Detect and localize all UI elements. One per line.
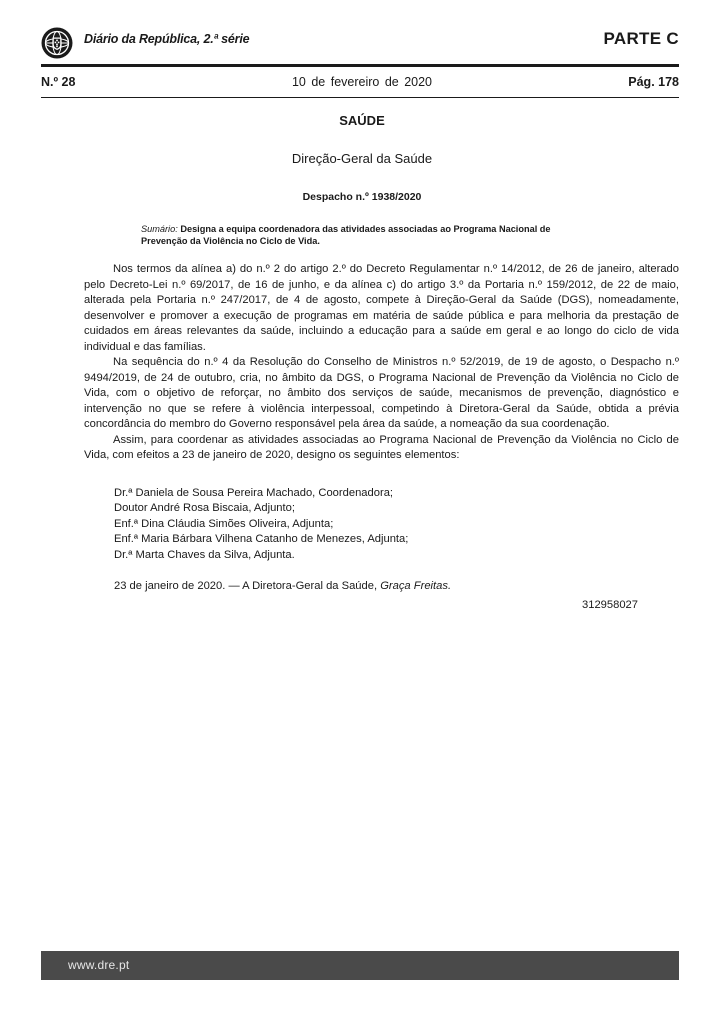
body-text	[84, 262, 679, 464]
paragraph: Nos termos da alínea a) do n.º 2 do artigo 2.º do Decreto Regulamentar n.º 14/2012, de 26 de janeiro, alterado pelo Decreto-Lei n.º 69/2017, de 16 de junho, e da alínea c) do artigo 3.º da Portaria n.º 159/2012, de 22 de maio, alterada pela Portaria n.º 247/2017, de 4 de agosto, compete à Direção-Geral da Saúde (DGS), nomeadamente, desenvolver e promover a execução de programas em matéria de saúde pública e para melhoria da prestação de cuidados em áreas relevantes da saúde, incluindo a educação para a saúde em geral e ao longo do ciclo de vida individual e das famílias.	[84, 263, 679, 353]
reference-number: 312958027	[582, 599, 638, 611]
part-label: PARTE C	[603, 29, 679, 48]
member-item: Doutor André Rosa Biscaia, Adjunto;	[114, 502, 295, 515]
subheader-rule	[41, 97, 679, 98]
members-list	[114, 486, 408, 563]
header-rule	[41, 64, 679, 67]
summary-label: Sumário:	[141, 224, 178, 234]
directorate-heading: Direção-Geral da Saúde	[291, 151, 433, 166]
paragraph: Na sequência do n.º 4 da Resolução do Conselho de Ministros n.º 52/2019, de 19 de agosto, o Despacho n.º 9494/2019, de 24 de outubro, cria, no âmbito da DGS, o Programa Nacional de Prevenção da Violência no Ciclo de Vida, com o objetivo de reforçar, no âmbito dos serviços de saúde, mecanismos de prevenção, diagnóstico e intervenção no que se refere à violência interpessoal, competindo à Diretora-Geral da Saúde, obtida a prévia concordância do membro do Governo responsável pela área da saúde, a nomeação da sua coordenação.	[84, 356, 679, 430]
footer-bar	[41, 951, 679, 980]
closing-text: 23 de janeiro de 2020. — A Diretora-Geral da Saúde,	[114, 580, 381, 592]
member-item: Dr.ª Daniela de Sousa Pereira Machado, Coordenadora;	[114, 487, 394, 499]
closing-line	[114, 580, 451, 592]
dispatch-title: Despacho n.º 1938/2020	[302, 191, 422, 203]
footer-url-link[interactable]: www.dre.pt	[68, 958, 130, 972]
member-item: Dr.ª Marta Chaves da Silva, Adjunta.	[114, 548, 295, 561]
page-number: Pág. 178	[628, 75, 679, 89]
issue-date: 10 de fevereiro de 2020	[291, 75, 433, 89]
summary-text: Designa a equipa coordenadora das atividades associadas ao Programa Nacional de Prevenção da Violência no Ciclo de Vida.	[141, 224, 551, 246]
summary	[141, 224, 581, 247]
signatory-name: Graça Freitas.	[380, 580, 452, 592]
journal-title: Diário da República, 2.ª série	[84, 32, 250, 46]
member-item: Enf.ª Maria Bárbara Vilhena Catanho de Menezes, Adjunta;	[114, 533, 409, 546]
republic-armillary-emblem-icon	[41, 27, 73, 59]
ministry-heading: SAÚDE	[339, 113, 385, 128]
member-item: Enf.ª Dina Cláudia Simões Oliveira, Adjunta;	[114, 517, 334, 530]
paragraph: Assim, para coordenar as atividades associadas ao Programa Nacional de Prevenção da Violência no Ciclo de Vida, com efeitos a 23 de janeiro de 2020, designo os seguintes elementos:	[84, 433, 679, 461]
issue-number: N.º 28	[41, 75, 76, 89]
